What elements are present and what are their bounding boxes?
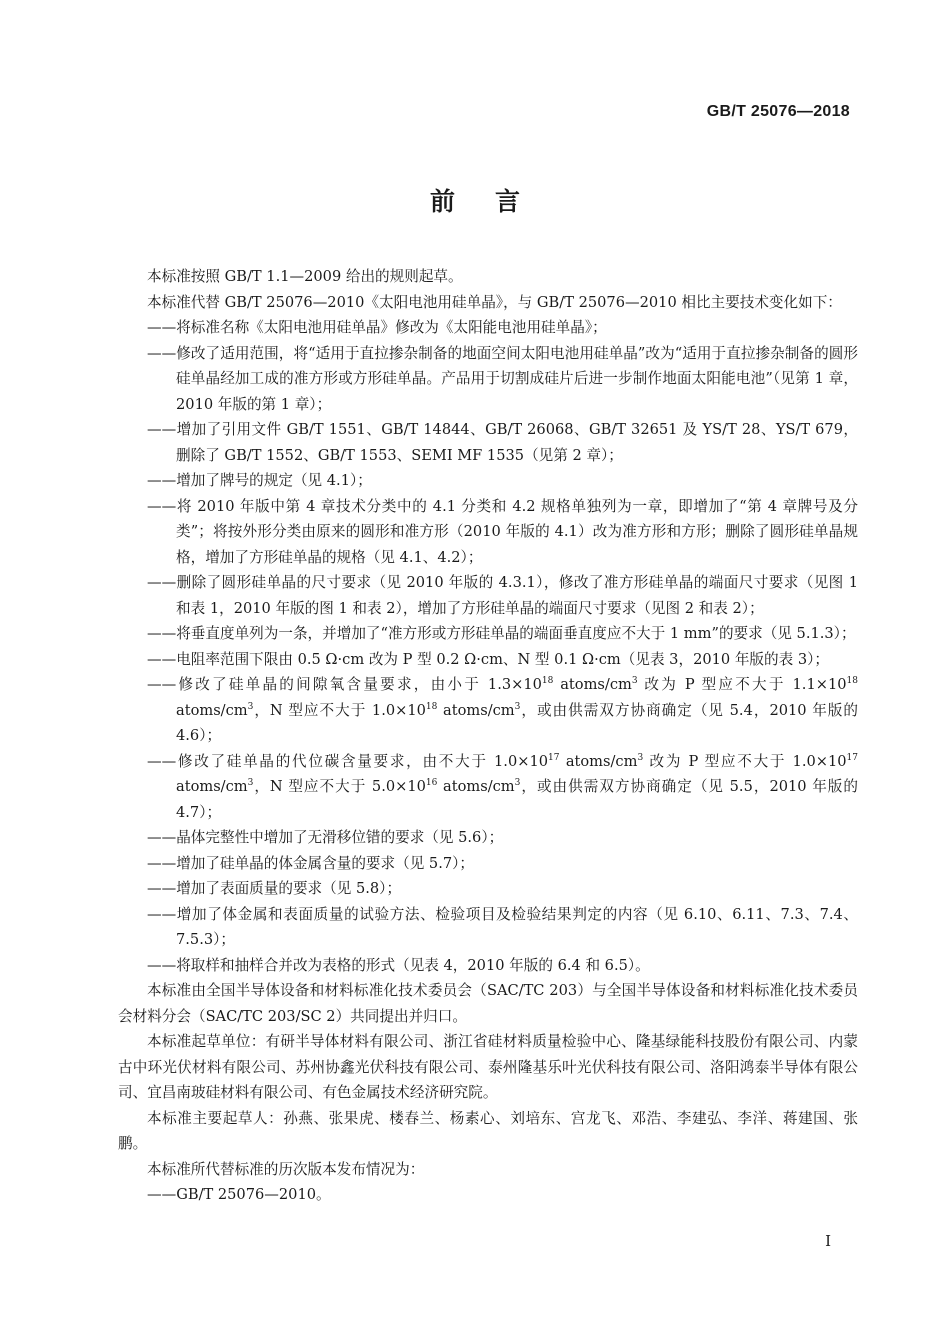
change-item: ——将 2010 年版中第 4 章技术分类中的 4.1 分类和 4.2 规格单独列为一章，即增加了“第 4 章牌号及分类”；将按外形分类由原来的圆形和准方形（2010 年版的 4.1）改为准方形和方形；删除了圆形硅单晶规格，增加了方形硅单晶的规格（见 4.1、4.2）； [147,497,858,566]
standard-number: GB/T 25076—2018 [706,103,850,120]
change-item: ——将取样和抽样合并改为表格的形式（见表 4，2010 年版的 6.4 和 6.5）。 [147,956,650,974]
page-title: 前言 [429,187,560,216]
change-item: ——增加了硅单晶的体金属含量的要求（见 5.7）； [147,854,475,872]
change-item-oxygen: ——修改了硅单晶的间隙氧含量要求，由小于 $1.3\times 10^{18}$ atoms/$cm^3$ 改为 P 型应不大于 $1.1\times 10^{18}$ atoms/$cm^3$，N 型应不大于 $1.0\times 10^{18}$ atoms/$cm^3$，或由供需双方协商确定（见 5.4，2010 年版的 4.6）； [147,676,858,744]
change-item: ——增加了引用文件 GB/T 1551、GB/T 14844、GB/T 26068、GB/T 32651 及 YS/T 28、YS/T 679，删除了 GB/T 1552、GB/T 1553、SEMI MF 1535（见第 2 章）； [147,421,858,464]
change-item: ——将标准名称《太阳电池用硅单晶》修改为《太阳能电池用硅单晶》； [147,319,607,336]
change-item: ——晶体完整性中增加了无滑移位错的要求（见 5.6）； [147,829,504,846]
change-item-carbon: ——修改了硅单晶的代位碳含量要求，由不大于 $1.0\times 10^{17}$ atoms/$cm^3$ 改为 P 型应不大于 $1.0\times 10^{17}$ atoms/$cm^3$，N 型应不大于 $5.0\times 10^{16}$ atoms/$cm^3$，或由供需双方协商确定（见 5.5，2010 年版的 4.7）； [147,752,858,821]
paragraph: 本标准所代替标准的历次版本发布情况为： [147,1160,425,1178]
paragraph: 本标准起草单位：有研半导体材料有限公司、浙江省硅材料质量检验中心、隆基绿能科技股份有限公司、内蒙古中环光伏材料有限公司、苏州协鑫光伏科技有限公司、泰州隆基乐叶光伏科技有限公司、洛阳鸿泰半导体有限公司、宜昌南玻硅材料有限公司、有色金属技术经济研究院。 [118,1033,858,1101]
foreword-body [118,264,858,1208]
paragraph: 本标准由全国半导体设备和材料标准化技术委员会（SAC/TC 203）与全国半导体设备和材料标准化技术委员会材料分会（SAC/TC 203/SC 2）共同提出并归口。 [118,982,858,1025]
change-item: ——删除了圆形硅单晶的尺寸要求（见 2010 年版的 4.3.1），修改了准方形硅单晶的端面尺寸要求（见图 1 和表 1，2010 年版的图 1 和表 2），增加了方形硅单晶的端面尺寸要求（见图 2 和表 2）； [147,574,858,617]
history-item: ——GB/T 25076—2010。 [147,1186,331,1203]
paragraph: 本标准按照 GB/T 1.1—2009 给出的规则起草。 [147,268,463,285]
change-item: ——修改了适用范围，将“适用于直拉掺杂制备的地面空间太阳电池用硅单晶”改为“适用于直拉掺杂制备的圆形硅单晶经加工成的准方形或方形硅单晶。产品用于切割成硅片后进一步制作地面太阳能电池”（见第 1 章，2010 年版的第 1 章）； [147,344,858,413]
change-item: ——电阻率范围下限由 0.5 Ω·cm 改为 P 型 0.2 Ω·cm、N 型 0.1 Ω·cm（见表 3，2010 年版的表 3）； [147,650,830,668]
page-number: I [825,1232,831,1250]
change-item: ——增加了牌号的规定（见 4.1）； [147,472,372,489]
change-item: ——增加了表面质量的要求（见 5.8）； [147,880,402,897]
paragraph: 本标准主要起草人：孙燕、张果虎、楼春兰、杨素心、刘培东、宫龙飞、邓浩、李建弘、李洋、蒋建国、张鹏。 [118,1109,858,1152]
change-item: ——将垂直度单列为一条，并增加了“准方形或方形硅单晶的端面垂直度应不大于 1 mm”的要求（见 5.1.3）； [147,625,856,642]
change-item: ——增加了体金属和表面质量的试验方法、检验项目及检验结果判定的内容（见 6.10、6.11、7.3、7.4、7.5.3）； [147,905,858,948]
paragraph: 本标准代替 GB/T 25076—2010《太阳电池用硅单晶》，与 GB/T 25076—2010 相比主要技术变化如下： [147,293,842,311]
